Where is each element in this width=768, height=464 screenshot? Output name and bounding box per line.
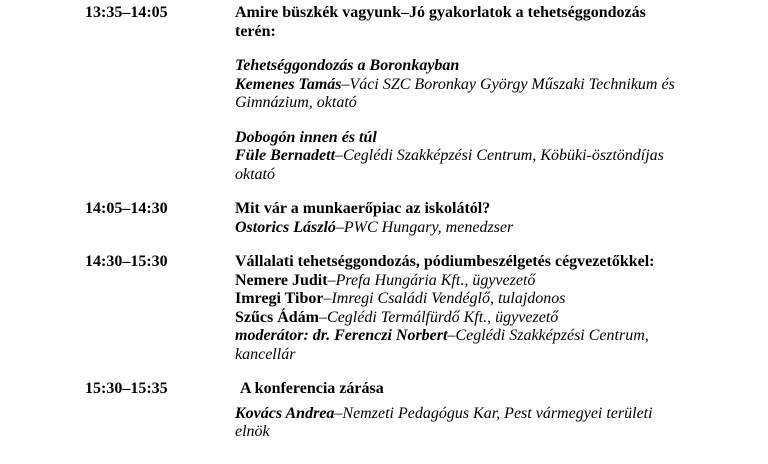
session-title: Mit vár a munkaerőpiac az iskolától?: [235, 200, 491, 217]
panelist-name: Nemere Judit: [235, 271, 328, 289]
panelist-name: Imregi Tibor: [235, 290, 324, 307]
row-content: [235, 4, 678, 184]
row-content: [235, 253, 678, 364]
session-title: A konferencia zárása: [240, 380, 384, 397]
moderator-name: moderátor: dr. Ferenczi Norbert: [235, 327, 448, 344]
panelist-name: Szűcs Ádám: [235, 308, 320, 326]
subsession-dobogon: [235, 129, 678, 185]
panelist-affiliation: –Ceglédi Termálfürdő Kft., ügyvezető: [319, 308, 559, 326]
panelist-line: [235, 309, 678, 328]
speaker-line: [235, 147, 678, 184]
session-title: Vállalati tehetséggondozás, pódiumbeszélgetés cégvezetőkkel:: [235, 253, 655, 270]
panelist-line: [235, 272, 678, 291]
program-row-good-practices: [85, 4, 768, 184]
speaker-affiliation: –PWC Hungary, menedzser: [335, 218, 514, 236]
panelist-affiliation: –Prefa Hungária Kft., ügyvezető: [327, 271, 536, 289]
speaker-affiliation: –Ceglédi Szakképzési Centrum, Köbüki-ösztöndíjas oktató: [235, 147, 664, 183]
row-content: [235, 200, 678, 237]
speaker-name: Kovács Andrea: [235, 404, 335, 422]
panelist-line: [235, 290, 678, 309]
subsession-title: Dobogón innen és túl: [235, 128, 377, 146]
speaker-line: [235, 76, 678, 113]
time-slot: 14:30–15:30: [85, 253, 168, 270]
speaker-name: Füle Bernadett: [235, 147, 336, 164]
program-row-panel-discussion: [85, 253, 768, 364]
speaker-affiliation: –Nemzeti Pedagógus Kar, Pest vármegyei területi elnök: [235, 404, 653, 440]
subsession-boronkay: [235, 57, 678, 113]
time-slot: 15:30–15:35: [85, 380, 168, 397]
moderator-line: [235, 327, 678, 364]
speaker-affiliation: –Váci SZC Boronkay György Műszaki Technikum és Gimnázium, oktató: [235, 75, 675, 111]
panelist-affiliation: –Imregi Családi Vendéglő, tulajdonos: [323, 290, 566, 307]
speaker-line: [235, 219, 678, 238]
program-row-closing: [85, 380, 768, 442]
speaker-name: Kemenes Tamás: [235, 75, 342, 93]
time-slot: 13:35–14:05: [85, 4, 168, 21]
time-slot: 14:05–14:30: [85, 200, 168, 217]
row-content: [235, 380, 678, 442]
session-title: Amire büszkék vagyunk–Jó gyakorlatok a tehetséggondozás terén:: [235, 4, 646, 40]
subsession-title: Tehetséggondozás a Boronkayban: [235, 57, 460, 74]
speaker-name: Ostorics László: [235, 218, 336, 236]
program-row-labour-market: [85, 200, 768, 237]
moderator-affiliation: –Ceglédi Szakképzési Centrum, kancellár: [235, 327, 649, 363]
speaker-line: [235, 405, 678, 442]
